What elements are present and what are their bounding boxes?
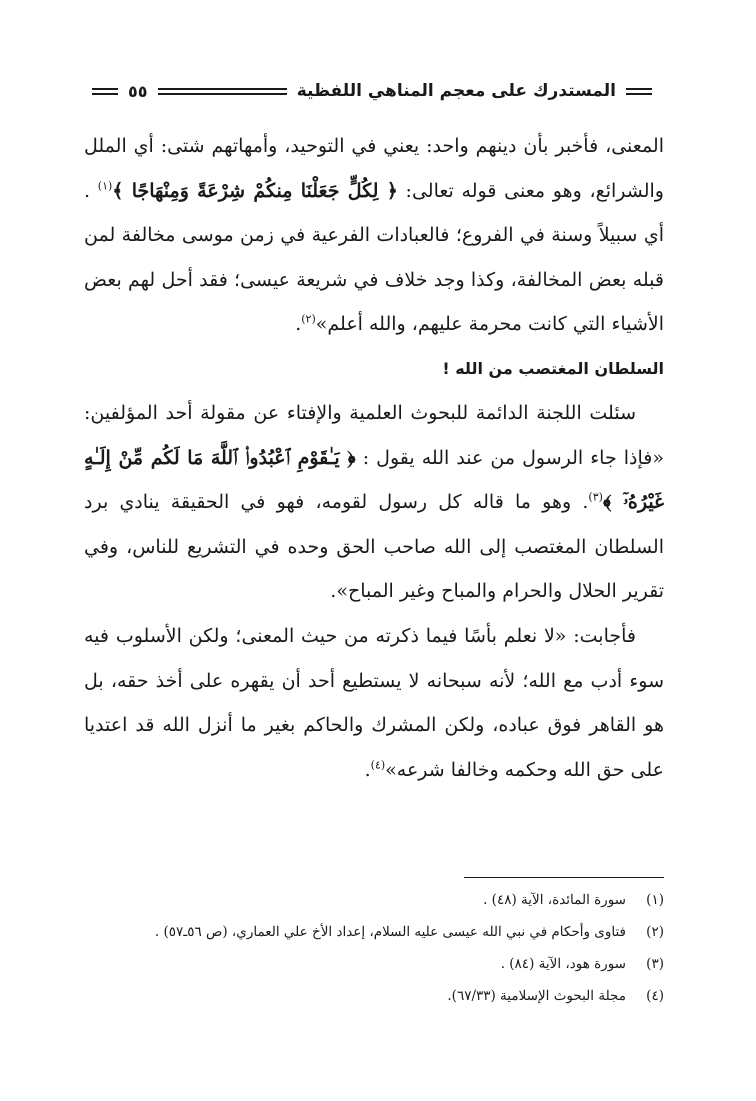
paragraph-3-end: . (364, 758, 371, 781)
paragraph-2-text: سئلت اللجنة الدائمة للبحوث العلمية والإفتاء عن مقولة أحد المؤلفين: «فإذا جاء الرسول من عند الله يقول : (84, 401, 664, 469)
footnote-text: سورة المائدة، الآية (٤٨) . (483, 892, 626, 908)
footnote-3 (84, 948, 664, 980)
paragraph-1-text: المعنى، فأخبر بأن دينهم واحد: يعني في التوحيد، وأمهاتهم شتى: أي الملل والشرائع، وهو معنى قوله تعالى: (84, 135, 664, 202)
footnote-text: مجلة البحوث الإسلامية (٦٧/٣٣). (447, 988, 626, 1004)
footnote-number: (٣) (646, 956, 664, 972)
footnote-4 (84, 980, 664, 1012)
footnote-text: سورة هود، الآية (٨٤) . (500, 956, 626, 972)
quran-verse-1: ﴿ لِكُلٍّ جَعَلْنَا مِنكُمْ شِرْعَةً وَمِنْهَاجًا ﴾ (112, 179, 398, 202)
paragraph-3 (84, 614, 664, 792)
paragraph-2 (84, 391, 664, 614)
header-rule-right (626, 88, 652, 95)
paragraph-1-continued: . أي سبيلاً وسنة في الفروع؛ فالعبادات الفرعية في زمن موسى مخالفة لمن قبله بعض المخالفة، وكذا وجد خلاف في شريعة عيسى؛ فقد أحل لهم بعض الأشياء التي كانت محرمة عليهم، والله أعلم» (84, 179, 664, 336)
footnote-text: فتاوى وأحكام في نبي الله عيسى عليه السلام، إعداد الأخ علي العماري، (ص ٥٦ـ٥٧) . (154, 924, 626, 940)
footnote-ref-1: (١) (97, 179, 113, 193)
paragraph-1 (84, 124, 664, 347)
page-number: ٥٥ (128, 81, 148, 101)
paragraph-3-text: فأجابت: «لا نعلم بأسًا فيما ذكرته من حيث المعنى؛ ولكن الأسلوب فيه سوء أدب مع الله؛ لأنه سبحانه لا يستطيع أحد أن يقهره على أخذ حقه، بل هو القاهر فوق عباده، ولكن المشرك والحاكم بغير ما أنزل الله قد اعتديا على حق الله وحكمه وخالفا شرعه» (84, 624, 664, 781)
footnote-ref-4: (٤) (370, 758, 386, 772)
footnote-ref-2: (٢) (301, 313, 316, 327)
header-rule-left (92, 88, 118, 95)
footnote-number: (٢) (646, 924, 664, 940)
quran-verse-2: ﴿ يَـٰقَوْمِ ٱعْبُدُوا۟ ٱللَّهَ مَا لَكُم مِّنْ إِلَـٰهٍ غَيْرُهُۥٓ ﴾ (84, 446, 664, 514)
header-rule-middle (158, 88, 287, 95)
footnote-2 (84, 916, 664, 948)
header-title: المستدرك على معجم المناهي اللفظية (296, 81, 616, 101)
footnote-number: (١) (646, 892, 664, 908)
footnote-1 (84, 884, 664, 916)
footnote-ref-3: (٣) (588, 490, 603, 504)
section-heading: السلطان المغتصب من الله ! (442, 358, 664, 378)
footnotes (84, 884, 664, 1012)
paragraph-1-end: . (295, 313, 302, 336)
main-text (84, 124, 664, 792)
paragraph-2-continued: . وهو ما قاله كل رسول لقومه، فهو في الحقيقة ينادي برد السلطان المغتصب إلى الله صاحب الحق وحده في التشريع للناس، وفي تقرير الحلال والحرام والمباح وغير المباح». (84, 491, 664, 603)
running-header (92, 76, 652, 106)
footnote-number: (٤) (646, 988, 664, 1004)
footnote-separator (464, 877, 664, 878)
